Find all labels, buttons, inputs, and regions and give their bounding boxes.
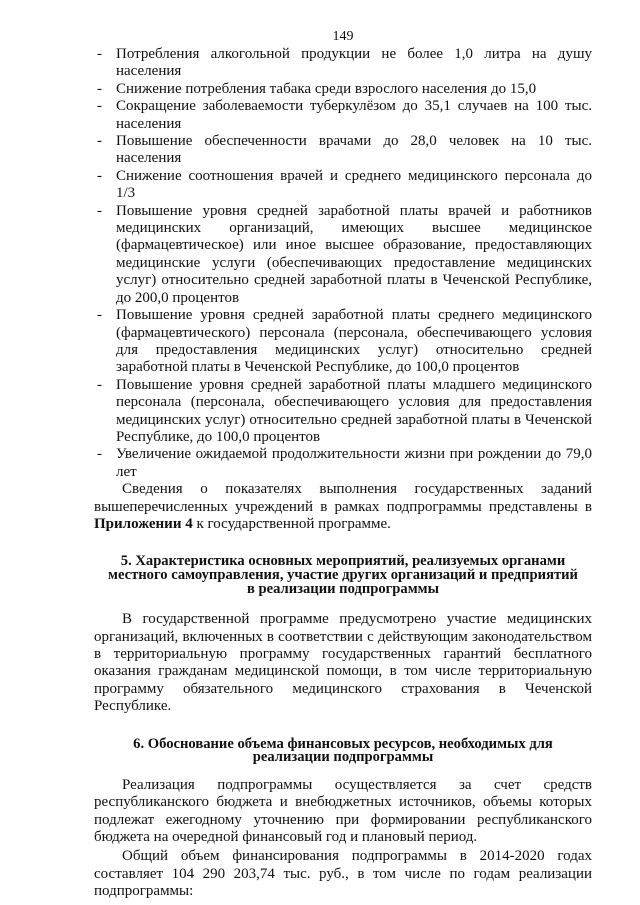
- list-item-text: Потребления алкогольной продукции не более 1,0 литра на душу населения: [116, 46, 592, 80]
- document-page: [94, 29, 592, 901]
- bullet-dash: -: [97, 98, 102, 115]
- bullet-dash: -: [97, 376, 102, 393]
- bullet-dash: -: [97, 446, 102, 463]
- target-indicators-list: [94, 46, 592, 481]
- heading-line: 6. Обоснование объема финансовых ресурсов, необходимых для: [133, 735, 553, 752]
- heading-line: в реализации подпрограммы: [247, 580, 439, 597]
- list-item-text: Повышение уровня средней заработной платы врачей и работников медицинских организаций, имеющих высшее медицинское (фармацевтическое) или иное высшее образование, предоставляющих медицинские услуги (обеспечивающих предоставление медицинских услуг) относительно средней заработной платы в Чеченской Республике, до 200,0 процентов: [116, 202, 592, 306]
- bullet-dash: -: [97, 46, 102, 62]
- list-item-text: Повышение уровня средней заработной платы младшего медицинского персонала (персонала, обеспечивающего условия для предоставления медицинских услуг) относительно средней заработной платы в Чеченской Республике, до 100,0 процентов: [116, 376, 592, 445]
- appendix-text-after: к государственной программе.: [192, 515, 391, 532]
- list-item: [94, 46, 592, 81]
- bullet-dash: -: [97, 167, 102, 184]
- section-6-paragraph-1: Реализация подпрограммы осуществляется за счет средств республиканского бюджета и внебюджетных источников, объемы которых подлежат ежегодному уточнению при формировании республиканского бюджета на очередной финансовый год и плановый период.: [94, 776, 592, 845]
- section-6-paragraph-2: Общий объем финансирования подпрограммы в 2014-2020 годах составляет 104 290 203,74 тыс. руб., в том числе по годам реализации подпрограммы:: [94, 848, 592, 900]
- list-item: [94, 307, 592, 377]
- list-item: [94, 168, 592, 203]
- bullet-dash: -: [97, 80, 102, 97]
- appendix-text-before: Сведения о показателях выполнения государственных заданий вышеперечисленных учреждений в рамках подпрограммы представлены в: [94, 481, 592, 515]
- list-item-text: Снижение соотношения врачей и среднего медицинского персонала до 1/3: [116, 167, 592, 202]
- list-item-text: Повышение обеспеченности врачами до 28,0 человек на 10 тыс. населения: [116, 133, 592, 167]
- list-item-text: Снижение потребления табака среди взрослого населения до 15,0: [116, 80, 537, 97]
- list-item: [94, 81, 592, 98]
- heading-line: 5. Характеристика основных мероприятий, реализуемых органами: [120, 553, 566, 570]
- bullet-dash: -: [97, 202, 102, 219]
- appendix-reference-paragraph: [94, 481, 592, 533]
- list-item-text: Увеличение ожидаемой продолжительности жизни при рождении до 79,0 лет: [116, 446, 592, 480]
- list-item: [94, 446, 592, 481]
- bullet-dash: -: [97, 133, 102, 150]
- list-item-text: Сокращение заболеваемости туберкулёзом до 35,1 случаев на 100 тыс. населения: [116, 98, 592, 132]
- page-number: 149: [332, 29, 354, 44]
- list-item: [94, 377, 592, 447]
- list-item: [94, 203, 592, 307]
- list-item-text: Повышение уровня средней заработной платы среднего медицинского (фармацевтического) персонала (персонала, обеспечивающего условия для предоставления медицинских услуг) относительно средней заработной платы в Чеченской Республике, до 100,0 процентов: [116, 307, 592, 376]
- appendix-reference: Приложении 4: [94, 515, 193, 532]
- heading-line: реализации подпрограммы: [252, 749, 434, 766]
- section-5-heading: [94, 555, 592, 596]
- section-6-heading: [94, 735, 592, 766]
- list-item: [94, 98, 592, 133]
- section-5-paragraph: В государственной программе предусмотрено участие медицинских организаций, включенных в соответствии с действующим законодательством в территориальную программу государственных гарантий бесплатного оказания гражданам медицинской помощи, в том числе территориальную программу обязательного медицинского страхования в Чеченской Республике.: [94, 611, 592, 715]
- bullet-dash: -: [97, 307, 102, 324]
- list-item: [94, 133, 592, 168]
- heading-line: местного самоуправления, участие других организаций и предприятий: [108, 566, 578, 583]
